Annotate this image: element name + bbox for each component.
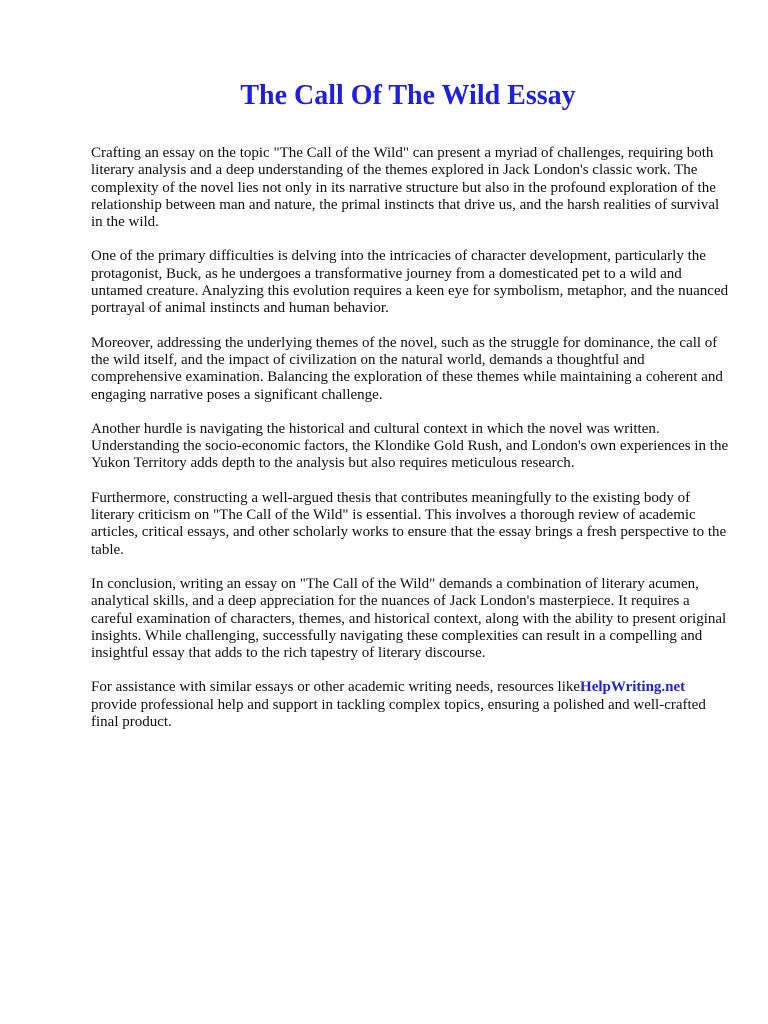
document-body [91,145,731,748]
paragraph-4: Another hurdle is navigating the historical and cultural context in which the novel was written. Understanding the socio-economic factors, the Klondike Gold Rush, and London's own experiences in the Yukon Territory adds depth to the analysis but also requires meticulous research. [91,420,729,472]
paragraph-5: Furthermore, constructing a well-argued thesis that contributes meaningfully to the existing body of literary criticism on "The Call of the Wild" is essential. This involves a thorough review of academic articles, critical essays, and other scholarly works to ensure that the essay brings a fresh perspective to the table. [91,489,727,558]
paragraph-6: In conclusion, writing an essay on "The Call of the Wild" demands a combination of literary acumen, analytical skills, and a deep appreciation for the nuances of Jack London's masterpiece. It requires a careful examination of characters, themes, and historical context, along with the ability to present original insights. While challenging, successfully navigating these complexities can result in a compelling and insightful essay that adds to the rich tapestry of literary discourse. [91,575,727,662]
helpwriting-link[interactable]: HelpWriting.net [580,679,686,696]
closing-paragraph [91,679,731,731]
document-title: The Call Of The Wild Essay [240,80,576,111]
closing-text-before-link: For assistance with similar essays or other academic writing needs, resources like [91,679,581,696]
paragraph-3: Moreover, addressing the underlying themes of the novel, such as the struggle for dominance, the call of the wild itself, and the impact of civilization on the natural world, demands a thoughtful and comprehensive examination. Balancing the exploration of these themes while maintaining a coherent and engaging narrative poses a significant challenge. [91,334,723,403]
closing-text-after-link: provide professional help and support in tackling complex topics, ensuring a polished and well-crafted final product. [91,696,706,731]
paragraph-1: Crafting an essay on the topic "The Call of the Wild" can present a myriad of challenges, requiring both literary analysis and a deep understanding of the themes explored in Jack London's classic work. The complexity of the novel lies not only in its narrative structure but also in the profound exploration of the relationship between man and nature, the primal instincts that drive us, and the harsh realities of survival in the wild. [91,145,720,231]
paragraph-2: One of the primary difficulties is delving into the intricacies of character development, particularly the protagonist, Buck, as he undergoes a transformative journey from a domesticated pet to a wild and untamed creature. Analyzing this evolution requires a keen eye for symbolism, metaphor, and the nuanced portrayal of animal instincts and human behavior. [91,248,729,317]
